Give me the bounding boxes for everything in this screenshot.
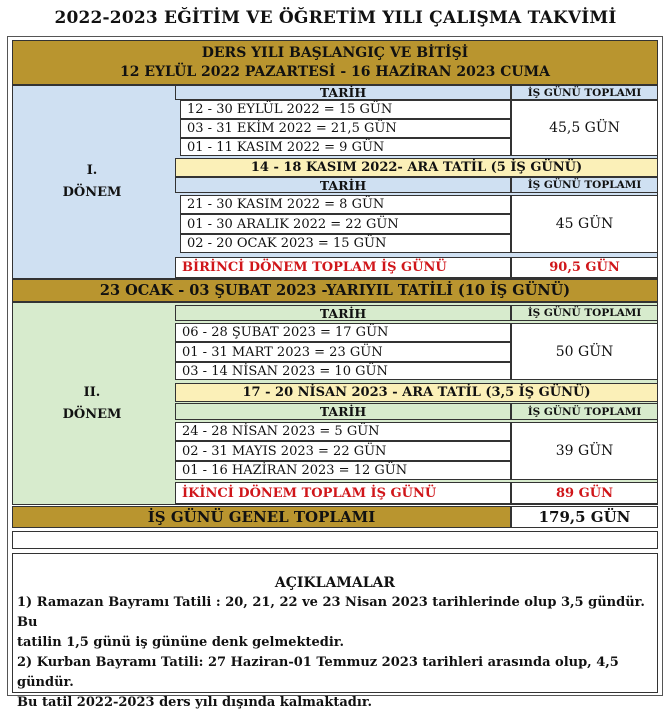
p1-b1-isgunu-header: İŞ GÜNÜ TOPLAMI	[511, 85, 658, 100]
note-line: Bu tatil 2022-2023 ders yılı dışında kalmaktadır.	[17, 695, 373, 710]
note-line: 2) Kurban Bayramı Tatili: 27 Haziran-01 Temmuz 2023 tarihleri arasında olup, 4,5 gündür.	[17, 655, 619, 690]
note-line: tatilin 1,5 günü iş gününe denk gelmektedir.	[17, 635, 344, 650]
p2-b1-tarih-header: TARİH	[175, 305, 511, 321]
year-header-line2: 12 EYLÜL 2022 PAZARTESİ - 16 HAZİRAN 2023 CUMA	[120, 63, 550, 80]
semester-break: 23 OCAK - 03 ŞUBAT 2023 -YARIYIL TATİLİ (10 İŞ GÜNÜ)	[12, 279, 658, 302]
p1-summary-value: 90,5 GÜN	[511, 257, 658, 278]
period2-label-text: DÖNEM	[62, 406, 122, 422]
p2-b2-row: 01 - 16 HAZİRAN 2023 = 12 GÜN	[175, 461, 511, 480]
period2-label-num: II.	[83, 384, 101, 400]
p2-summary-label: İKİNCİ DÖNEM TOPLAM İŞ GÜNÜ	[175, 482, 511, 504]
p2-midterm-break: 17 - 20 NİSAN 2023 - ARA TATİL (3,5 İŞ GÜNÜ)	[175, 383, 658, 402]
p2-b2-row: 02 - 31 MAYIS 2023 = 22 GÜN	[175, 441, 511, 461]
p1-b1-row: 12 - 30 EYLÜL 2022 = 15 GÜN	[180, 100, 511, 119]
p2-b2-tarih-header: TARİH	[175, 403, 511, 420]
year-header	[12, 40, 658, 85]
spacer-row	[12, 531, 658, 549]
p1-b1-tarih-header: TARİH	[175, 85, 511, 100]
p2-b1-isgunu-header: İŞ GÜNÜ TOPLAMI	[511, 305, 658, 321]
p2-summary-value: 89 GÜN	[511, 482, 658, 504]
period1-label-text: DÖNEM	[62, 185, 122, 200]
period2-label	[12, 302, 172, 505]
p1-b2-isgunu-header: İŞ GÜNÜ TOPLAMI	[511, 177, 658, 193]
notes-body	[17, 593, 657, 713]
p1-b1-total: 45,5 GÜN	[511, 100, 658, 156]
p1-midterm-break: 14 - 18 KASIM 2022- ARA TATİL (5 İŞ GÜNÜ)	[175, 158, 658, 177]
p1-b2-row: 01 - 30 ARALIK 2022 = 22 GÜN	[180, 214, 511, 234]
p1-summary-label: BİRİNCİ DÖNEM TOPLAM İŞ GÜNÜ	[175, 257, 511, 278]
p1-b1-row: 01 - 11 KASIM 2022 = 9 GÜN	[180, 138, 511, 156]
p1-b1-row: 03 - 31 EKİM 2022 = 21,5 GÜN	[180, 119, 511, 138]
year-header-line1: DERS YILI BAŞLANGIÇ VE BİTİŞİ	[201, 44, 469, 61]
grand-total-label: İŞ GÜNÜ GENEL TOPLAMI	[12, 506, 511, 528]
p2-b1-total: 50 GÜN	[511, 323, 658, 380]
period1-label	[12, 85, 172, 279]
p2-b2-total: 39 GÜN	[511, 422, 658, 480]
p1-b2-row: 21 - 30 KASIM 2022 = 8 GÜN	[180, 195, 511, 214]
grand-total-value: 179,5 GÜN	[511, 506, 658, 528]
p2-b2-isgunu-header: İŞ GÜNÜ TOPLAMI	[511, 403, 658, 420]
p1-b2-tarih-header: TARİH	[175, 177, 511, 193]
page-title: 2022-2023 EĞİTİM VE ÖĞRETİM YILI ÇALIŞMA TAKVİMİ	[54, 8, 617, 28]
calendar-table	[7, 36, 663, 710]
period1-label-num: I.	[86, 163, 98, 178]
p1-b2-row: 02 - 20 OCAK 2023 = 15 GÜN	[180, 234, 511, 253]
p2-b1-row: 03 - 14 NİSAN 2023 = 10 GÜN	[175, 362, 511, 380]
p2-b1-row: 01 - 31 MART 2023 = 23 GÜN	[175, 342, 511, 362]
p1-b2-total: 45 GÜN	[511, 195, 658, 253]
p2-b2-row: 24 - 28 NİSAN 2023 = 5 GÜN	[175, 422, 511, 441]
notes-heading: AÇIKLAMALAR	[274, 575, 396, 591]
note-line: 1) Ramazan Bayramı Tatili : 20, 21, 22 ve 23 Nisan 2023 tarihlerinde olup 3,5 gündür. Bu	[17, 595, 645, 630]
p2-b1-row: 06 - 28 ŞUBAT 2023 = 17 GÜN	[175, 323, 511, 342]
